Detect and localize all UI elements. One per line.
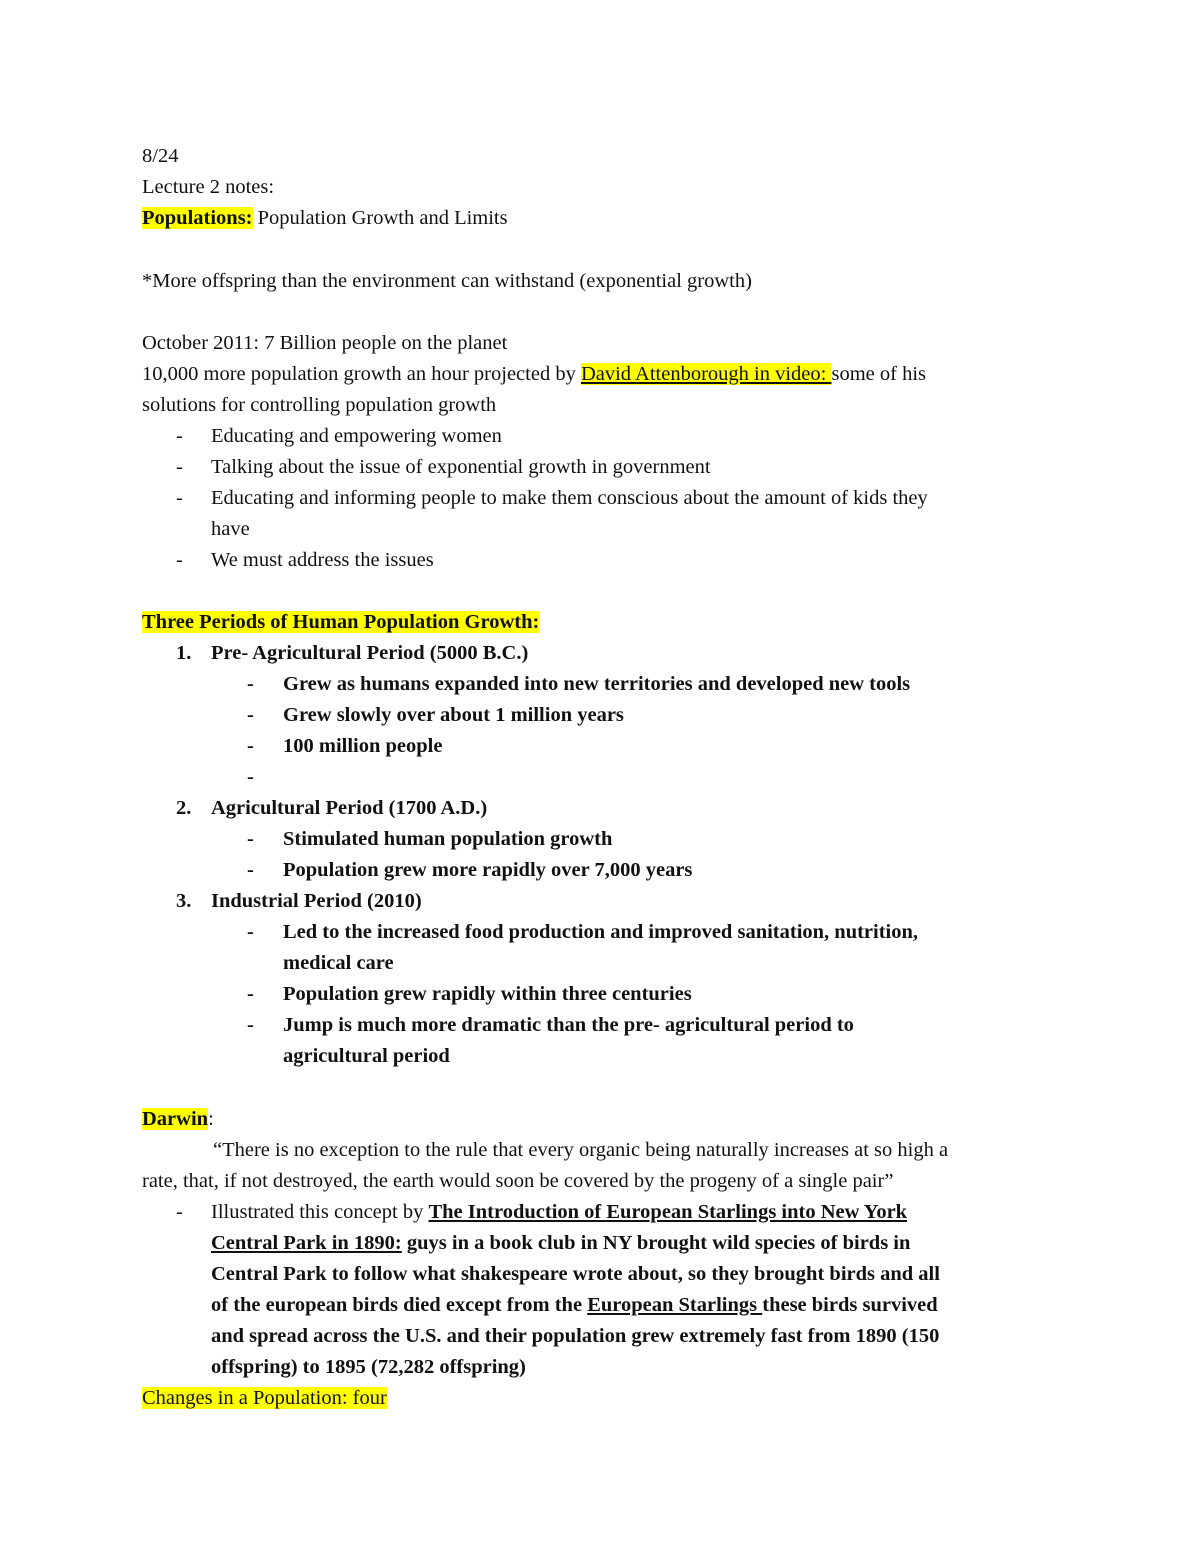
darwin-colon: : bbox=[208, 1108, 214, 1130]
darwin-bullet-line-5: and spread across the U.S. and their population grew extremely fast from 1890 (150 bbox=[211, 1325, 940, 1347]
darwin-quote-line-1: “There is no exception to the rule that every organic being naturally increases at so high a bbox=[213, 1139, 949, 1161]
list-item: 100 million people bbox=[283, 735, 443, 757]
list-number: 1. bbox=[176, 642, 192, 664]
list-item: Population grew rapidly within three centuries bbox=[283, 983, 692, 1005]
darwin-bullet-text: of the european birds died except from the bbox=[211, 1294, 588, 1316]
darwin-quote-line-2: rate, that, if not destroyed, the earth would soon be covered by the progeny of a single pair” bbox=[142, 1170, 894, 1192]
list-item-continuation: agricultural period bbox=[283, 1045, 450, 1067]
period-title: Pre- Agricultural Period (5000 B.C.) bbox=[211, 642, 529, 664]
darwin-bullet-line-4 bbox=[211, 1292, 938, 1318]
bullet-dash: - bbox=[247, 704, 254, 726]
list-item-continuation: have bbox=[211, 518, 250, 540]
darwin-bullet-text: these birds survived bbox=[762, 1294, 938, 1316]
changes-label: Changes in a Population: four bbox=[142, 1387, 387, 1409]
starlings-intro-link[interactable]: The Introduction of European Starlings into New York bbox=[428, 1201, 908, 1223]
bullet-dash: - bbox=[176, 425, 183, 447]
intro-line-2-text: 10,000 more population growth an hour projected by bbox=[142, 363, 581, 385]
list-item: We must address the issues bbox=[211, 549, 434, 571]
period-title: Agricultural Period (1700 A.D.) bbox=[211, 797, 488, 819]
intro-line-3: solutions for controlling population growth bbox=[142, 394, 497, 416]
date-line: 8/24 bbox=[142, 145, 179, 167]
bullet-dash: - bbox=[247, 921, 254, 943]
darwin-bullet-text: guys in a book club in NY brought wild species of birds in bbox=[401, 1232, 911, 1254]
periods-heading bbox=[142, 609, 539, 635]
list-item-continuation: medical care bbox=[283, 952, 394, 974]
bullet-dash: - bbox=[247, 828, 254, 850]
bullet-dash: - bbox=[176, 456, 183, 478]
darwin-bullet-line-2 bbox=[211, 1230, 910, 1256]
offspring-note: *More offspring than the environment can withstand (exponential growth) bbox=[142, 270, 752, 292]
darwin-bullet-line-3: Central Park to follow what shakespeare wrote about, so they brought birds and all bbox=[211, 1263, 940, 1285]
intro-line-2 bbox=[142, 361, 926, 387]
lecture-title: Lecture 2 notes: bbox=[142, 176, 275, 198]
attenborough-link[interactable]: David Attenborough in video: bbox=[580, 363, 832, 385]
populations-subtitle: Population Growth and Limits bbox=[252, 207, 508, 229]
bullet-dash: - bbox=[176, 549, 183, 571]
darwin-heading bbox=[142, 1106, 214, 1132]
bullet-dash: - bbox=[176, 487, 183, 509]
list-item: Stimulated human population growth bbox=[283, 828, 613, 850]
darwin-bullet-intro: Illustrated this concept by bbox=[211, 1201, 429, 1223]
periods-title: Three Periods of Human Population Growth: bbox=[142, 611, 540, 633]
list-item: Jump is much more dramatic than the pre- agricultural period to bbox=[283, 1014, 854, 1036]
populations-heading bbox=[142, 205, 508, 231]
list-item: Educating and informing people to make them conscious about the amount of kids they bbox=[211, 487, 928, 509]
list-number: 3. bbox=[176, 890, 192, 912]
central-park-link[interactable]: Central Park in 1890: bbox=[211, 1232, 402, 1254]
bullet-dash: - bbox=[247, 1014, 254, 1036]
bullet-dash: - bbox=[176, 1201, 183, 1223]
bullet-dash: - bbox=[247, 983, 254, 1005]
darwin-label: Darwin bbox=[142, 1108, 209, 1130]
european-starlings-link[interactable]: European Starlings bbox=[587, 1294, 763, 1316]
intro-line-2-tail: some of his bbox=[831, 363, 927, 385]
darwin-bullet-line-6: offspring) to 1895 (72,282 offspring) bbox=[211, 1356, 526, 1378]
list-item: Grew slowly over about 1 million years bbox=[283, 704, 624, 726]
bullet-dash: - bbox=[247, 859, 254, 881]
intro-line-1: October 2011: 7 Billion people on the planet bbox=[142, 332, 508, 354]
list-item: Educating and empowering women bbox=[211, 425, 502, 447]
list-item: Grew as humans expanded into new territories and developed new tools bbox=[283, 673, 911, 695]
darwin-bullet-line-1 bbox=[211, 1199, 907, 1225]
populations-label: Populations: bbox=[142, 207, 253, 229]
bullet-dash: - bbox=[247, 766, 254, 788]
list-number: 2. bbox=[176, 797, 192, 819]
bullet-dash: - bbox=[247, 673, 254, 695]
list-item: Led to the increased food production and improved sanitation, nutrition, bbox=[283, 921, 919, 943]
period-title: Industrial Period (2010) bbox=[211, 890, 422, 912]
changes-heading bbox=[142, 1385, 387, 1411]
bullet-dash: - bbox=[247, 735, 254, 757]
list-item: Population grew more rapidly over 7,000 years bbox=[283, 859, 693, 881]
list-item: Talking about the issue of exponential growth in government bbox=[211, 456, 711, 478]
